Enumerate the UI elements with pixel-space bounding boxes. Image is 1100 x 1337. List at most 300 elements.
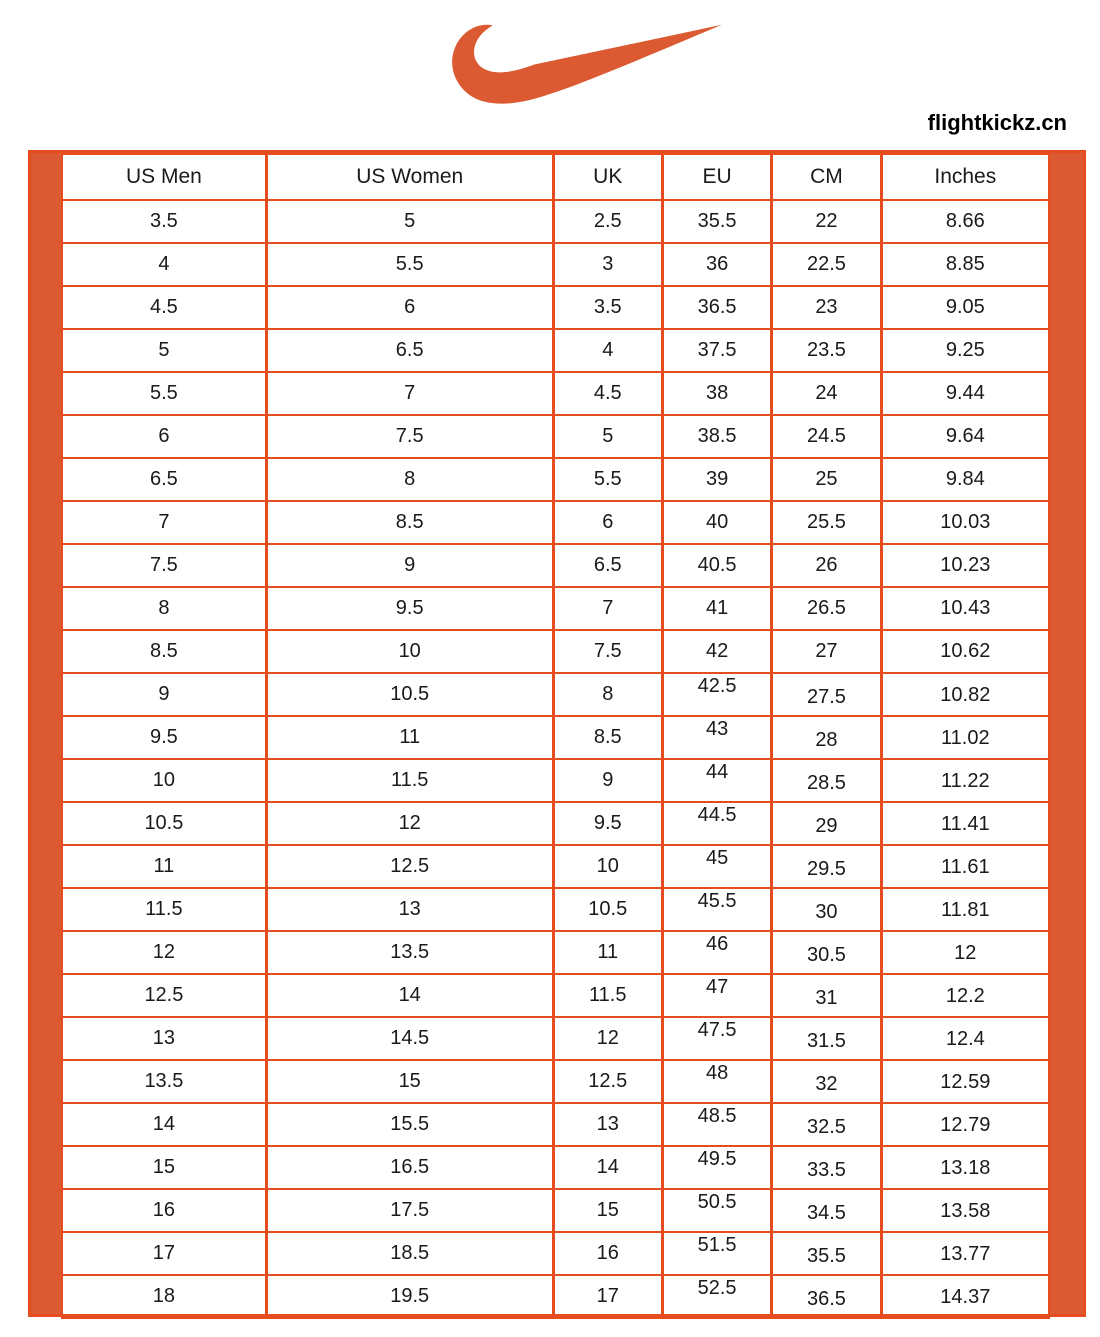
table-cell (266, 329, 553, 372)
table-cell (772, 544, 881, 587)
table-row (62, 1103, 1049, 1146)
table-cell (266, 802, 553, 845)
table-cell (266, 673, 553, 716)
table-cell (881, 329, 1049, 372)
table-row (62, 415, 1049, 458)
table-row (62, 673, 1049, 716)
cell-value: 13.58 (940, 1200, 991, 1222)
table-cell (772, 1103, 881, 1146)
size-chart-frame (28, 150, 1086, 1317)
table-cell (662, 286, 771, 329)
cell-value: 26 (815, 554, 838, 576)
table-cell (553, 415, 662, 458)
table-cell (62, 974, 266, 1017)
table-cell (662, 1060, 771, 1103)
cell-value: 12.79 (940, 1114, 991, 1136)
table-cell (62, 501, 266, 544)
cell-value: 46 (705, 933, 729, 955)
cell-value: 18.5 (390, 1242, 430, 1264)
cell-value: 17 (152, 1242, 176, 1264)
table-row (62, 1017, 1049, 1060)
cell-value: 24.5 (806, 425, 846, 447)
cell-value: 47.5 (697, 1019, 737, 1041)
table-cell (266, 888, 553, 931)
table-row (62, 845, 1049, 888)
cell-value: 27 (815, 640, 838, 662)
table-cell (266, 286, 553, 329)
table-cell (266, 931, 553, 974)
table-cell (62, 243, 266, 286)
table-cell (553, 458, 662, 501)
table-cell (62, 587, 266, 630)
table-cell (62, 544, 266, 587)
cell-value: 30 (815, 901, 838, 923)
cell-value: 7 (404, 382, 416, 404)
table-cell (553, 1060, 662, 1103)
table-cell (62, 1275, 266, 1318)
cell-value: 3.5 (593, 296, 622, 318)
cell-value: 43 (705, 718, 729, 740)
cell-value: 6.5 (593, 554, 622, 576)
table-cell (266, 759, 553, 802)
cell-value: 28.5 (806, 772, 846, 794)
cell-value: 40.5 (697, 554, 737, 576)
cell-value: 38.5 (697, 425, 737, 447)
table-cell (772, 587, 881, 630)
cell-value: 31 (815, 987, 838, 1009)
cell-value: 36.5 (806, 1288, 846, 1310)
table-cell (62, 845, 266, 888)
table-row (62, 931, 1049, 974)
cell-value: 13 (596, 1113, 619, 1135)
cell-value: 15 (152, 1156, 176, 1178)
cell-value: 24 (815, 382, 838, 404)
cell-value: 11.02 (941, 727, 990, 749)
cell-value: 14 (596, 1156, 619, 1178)
table-cell (553, 845, 662, 888)
table-cell (266, 1103, 553, 1146)
table-cell (881, 1146, 1049, 1189)
table-row (62, 200, 1049, 243)
table-cell (662, 888, 771, 931)
cell-value: 32 (815, 1073, 838, 1095)
cell-value: 6.5 (150, 468, 178, 490)
table-cell (662, 716, 771, 759)
cell-value: 4 (602, 339, 614, 361)
cell-value: 51.5 (697, 1234, 737, 1256)
cell-value: 11.22 (941, 770, 990, 792)
table-cell (662, 673, 771, 716)
table-cell (62, 716, 266, 759)
cell-value: 12 (954, 942, 977, 964)
cell-value: 5 (404, 210, 416, 232)
table-cell (62, 329, 266, 372)
cell-value: 11 (399, 726, 421, 748)
table-cell (772, 1189, 881, 1232)
table-cell (62, 1017, 266, 1060)
table-cell (662, 931, 771, 974)
table-row (62, 286, 1049, 329)
table-cell (553, 888, 662, 931)
cell-value: 8.85 (945, 253, 985, 275)
table-cell (553, 587, 662, 630)
size-chart-table (61, 153, 1050, 1319)
cell-value: 9.05 (945, 296, 985, 318)
cell-value: 10.5 (390, 683, 430, 705)
cell-value: 12 (398, 812, 421, 834)
table-cell (772, 1232, 881, 1275)
cell-value: 41 (705, 597, 729, 619)
table-cell (772, 1017, 881, 1060)
cell-value: 47 (705, 976, 729, 998)
cell-value: 36 (705, 253, 729, 275)
table-cell (266, 1146, 553, 1189)
table-cell (266, 458, 553, 501)
table-cell (553, 286, 662, 329)
table-cell (662, 501, 771, 544)
column-header: Inches (881, 154, 1049, 200)
cell-value: 12.59 (940, 1071, 991, 1093)
cell-value: 5.5 (593, 468, 622, 490)
cell-value: 5 (158, 339, 170, 361)
cell-value: 42.5 (697, 675, 737, 697)
table-cell (662, 974, 771, 1017)
table-row (62, 544, 1049, 587)
table-cell (266, 415, 553, 458)
cell-value: 9.84 (945, 468, 985, 490)
cell-value: 29 (815, 815, 838, 837)
table-cell (662, 1103, 771, 1146)
table-cell (62, 1146, 266, 1189)
cell-value: 25.5 (806, 511, 846, 533)
cell-value: 26.5 (806, 597, 846, 619)
table-cell (772, 501, 881, 544)
cell-value: 10.43 (940, 597, 991, 619)
table-row (62, 1275, 1049, 1318)
table-row (62, 802, 1049, 845)
cell-value: 35.5 (697, 210, 737, 232)
table-cell (772, 372, 881, 415)
cell-value: 10 (596, 855, 619, 877)
table-cell (881, 372, 1049, 415)
cell-value: 2.5 (593, 210, 622, 232)
table-cell (62, 630, 266, 673)
cell-value: 6 (158, 425, 170, 447)
cell-value: 14 (152, 1113, 176, 1135)
cell-value: 25 (815, 468, 838, 490)
table-cell (662, 630, 771, 673)
cell-value: 29.5 (806, 858, 846, 880)
left-accent-bar (31, 153, 61, 1314)
table-row (62, 888, 1049, 931)
cell-value: 8.5 (593, 726, 622, 748)
table-cell (62, 415, 266, 458)
cell-value: 28 (815, 729, 838, 751)
header-row (62, 154, 1049, 200)
cell-value: 13 (152, 1027, 176, 1049)
table-cell (62, 802, 266, 845)
nike-swoosh-icon (452, 24, 722, 124)
table-cell (881, 1232, 1049, 1275)
table-cell (553, 931, 662, 974)
cell-value: 6 (404, 296, 416, 318)
cell-value: 44 (705, 761, 729, 783)
cell-value: 17 (596, 1285, 619, 1307)
cell-value: 50.5 (697, 1191, 737, 1213)
table-cell (62, 200, 266, 243)
table-cell (772, 802, 881, 845)
table-cell (553, 1103, 662, 1146)
table-cell (553, 372, 662, 415)
cell-value: 11.81 (941, 899, 990, 921)
cell-value: 9 (404, 554, 416, 576)
table-row (62, 587, 1049, 630)
cell-value: 23 (815, 296, 838, 318)
cell-value: 32.5 (806, 1116, 846, 1138)
table-cell (662, 1232, 771, 1275)
cell-value: 6.5 (395, 339, 424, 361)
cell-value: 5 (602, 425, 614, 447)
cell-value: 11 (597, 941, 619, 963)
cell-value: 7.5 (395, 425, 424, 447)
cell-value: 12.5 (144, 984, 184, 1006)
table-cell (772, 458, 881, 501)
table-cell (881, 931, 1049, 974)
cell-value: 11.5 (145, 898, 183, 920)
table-cell (62, 286, 266, 329)
table-cell (266, 200, 553, 243)
cell-value: 8 (158, 597, 170, 619)
table-cell (772, 1146, 881, 1189)
cell-value: 33.5 (806, 1159, 846, 1181)
cell-value: 4 (158, 253, 170, 275)
table-row (62, 716, 1049, 759)
table-cell (553, 1189, 662, 1232)
table-cell (881, 544, 1049, 587)
table-cell (772, 845, 881, 888)
cell-value: 13.77 (940, 1243, 991, 1265)
cell-value: 22 (815, 210, 838, 232)
table-cell (266, 243, 553, 286)
table-cell (881, 286, 1049, 329)
table-cell (62, 931, 266, 974)
cell-value: 35.5 (806, 1245, 846, 1267)
table-cell (662, 802, 771, 845)
table-cell (881, 1060, 1049, 1103)
table-cell (662, 1017, 771, 1060)
table-cell (772, 888, 881, 931)
cell-value: 45 (705, 847, 729, 869)
cell-value: 9 (602, 769, 614, 791)
cell-value: 52.5 (697, 1277, 737, 1299)
cell-value: 7.5 (593, 640, 622, 662)
table-cell (881, 1189, 1049, 1232)
table-cell (553, 1146, 662, 1189)
table-cell (662, 243, 771, 286)
cell-value: 10.82 (940, 684, 991, 706)
cell-value: 7.5 (150, 554, 178, 576)
table-cell (266, 1232, 553, 1275)
table-cell (881, 1017, 1049, 1060)
table-cell (266, 630, 553, 673)
table-cell (881, 243, 1049, 286)
cell-value: 44.5 (697, 804, 737, 826)
cell-value: 9.64 (945, 425, 985, 447)
table-cell (662, 544, 771, 587)
cell-value: 9 (158, 683, 170, 705)
cell-value: 15 (596, 1199, 619, 1221)
cell-value: 45.5 (697, 890, 737, 912)
table-row (62, 1232, 1049, 1275)
cell-value: 16 (152, 1199, 176, 1221)
cell-value: 23.5 (806, 339, 846, 361)
table-cell (662, 759, 771, 802)
table-cell (553, 1275, 662, 1318)
table-cell (266, 845, 553, 888)
table-cell (881, 1275, 1049, 1318)
cell-value: 12 (596, 1027, 619, 1049)
cell-value: 11.61 (941, 856, 990, 878)
cell-value: 11.5 (589, 984, 627, 1006)
cell-value: 10.03 (940, 511, 991, 533)
table-cell (881, 501, 1049, 544)
table-cell (881, 888, 1049, 931)
table-cell (62, 1232, 266, 1275)
cell-value: 8.5 (395, 511, 424, 533)
table-cell (553, 802, 662, 845)
table-cell (772, 630, 881, 673)
table-cell (662, 1146, 771, 1189)
table-cell (62, 673, 266, 716)
table-cell (62, 1189, 266, 1232)
table-cell (62, 888, 266, 931)
table-cell (881, 200, 1049, 243)
table-cell (881, 759, 1049, 802)
table-cell (553, 329, 662, 372)
table-cell (772, 415, 881, 458)
cell-value: 9.5 (395, 597, 424, 619)
cell-value: 12 (152, 941, 176, 963)
table-cell (62, 1060, 266, 1103)
cell-value: 10 (152, 769, 176, 791)
table-cell (662, 458, 771, 501)
cell-value: 37.5 (697, 339, 737, 361)
table-cell (266, 1189, 553, 1232)
table-cell (266, 587, 553, 630)
cell-value: 9.5 (593, 812, 622, 834)
table-cell (772, 716, 881, 759)
table-cell (881, 587, 1049, 630)
cell-value: 15 (398, 1070, 421, 1092)
cell-value: 4.5 (593, 382, 622, 404)
table-cell (772, 931, 881, 974)
table-cell (662, 587, 771, 630)
cell-value: 19.5 (390, 1285, 430, 1307)
cell-value: 7 (158, 511, 170, 533)
table-cell (662, 415, 771, 458)
cell-value: 38 (705, 382, 729, 404)
column-header: US Men (62, 154, 266, 200)
table-cell (662, 329, 771, 372)
table-cell (266, 974, 553, 1017)
table-cell (662, 200, 771, 243)
cell-value: 30.5 (806, 944, 846, 966)
table-cell (772, 200, 881, 243)
cell-value: 4.5 (150, 296, 178, 318)
cell-value: 48 (705, 1062, 729, 1084)
table-cell (553, 544, 662, 587)
cell-value: 18 (152, 1285, 176, 1307)
right-accent-bar (1050, 153, 1083, 1314)
table-cell (266, 1275, 553, 1318)
cell-value: 16 (596, 1242, 619, 1264)
table-row (62, 1060, 1049, 1103)
cell-value: 8 (602, 683, 614, 705)
table-cell (881, 802, 1049, 845)
table-cell (62, 372, 266, 415)
table-cell (772, 974, 881, 1017)
column-header: US Women (266, 154, 553, 200)
cell-value: 7 (602, 597, 614, 619)
table-cell (881, 716, 1049, 759)
table-row (62, 759, 1049, 802)
table-cell (881, 974, 1049, 1017)
cell-value: 3.5 (150, 210, 178, 232)
table-cell (553, 1017, 662, 1060)
cell-value: 9.44 (945, 382, 985, 404)
table-cell (772, 286, 881, 329)
table-cell (553, 673, 662, 716)
table-cell (553, 974, 662, 1017)
table-row (62, 501, 1049, 544)
cell-value: 3 (602, 253, 614, 275)
cell-value: 14.37 (940, 1286, 991, 1308)
cell-value: 8 (404, 468, 416, 490)
cell-value: 12.5 (588, 1070, 628, 1092)
cell-value: 27.5 (806, 686, 846, 708)
table-cell (62, 1103, 266, 1146)
table-cell (553, 501, 662, 544)
cell-value: 11.5 (390, 769, 429, 791)
cell-value: 12.4 (945, 1028, 985, 1050)
column-header: CM (772, 154, 881, 200)
table-cell (266, 1017, 553, 1060)
table-cell (772, 243, 881, 286)
column-header: EU (662, 154, 771, 200)
table-cell (266, 544, 553, 587)
table-cell (62, 759, 266, 802)
cell-value: 42 (705, 640, 729, 662)
cell-value: 31.5 (806, 1030, 846, 1052)
cell-value: 12.5 (390, 855, 430, 877)
cell-value: 10 (398, 640, 421, 662)
table-cell (553, 200, 662, 243)
table-cell (553, 630, 662, 673)
table-cell (553, 243, 662, 286)
cell-value: 10.23 (940, 554, 991, 576)
cell-value: 36.5 (697, 296, 737, 318)
cell-value: 14 (398, 984, 421, 1006)
table-cell (772, 329, 881, 372)
cell-value: 5.5 (395, 253, 424, 275)
table-cell (553, 716, 662, 759)
column-header: UK (553, 154, 662, 200)
cell-value: 34.5 (806, 1202, 846, 1224)
cell-value: 15.5 (390, 1113, 430, 1135)
table-row (62, 243, 1049, 286)
table-cell (62, 458, 266, 501)
cell-value: 10.62 (940, 640, 991, 662)
